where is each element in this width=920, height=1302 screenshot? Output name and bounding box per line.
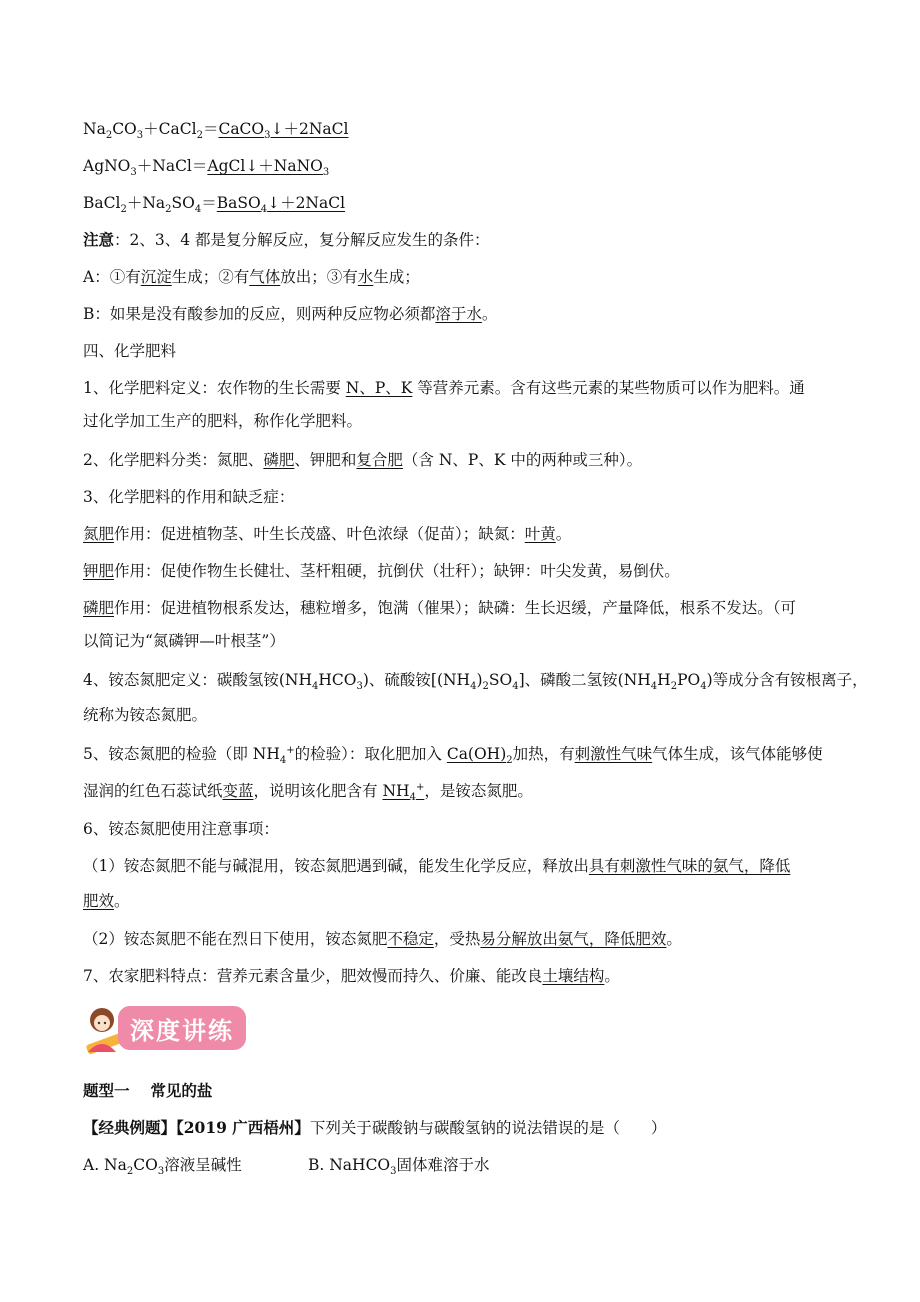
- point-1-cont: 过化学加工生产的肥料，称作化学肥料。: [83, 412, 363, 430]
- point-2: 2、化学肥料分类：氮肥、磷肥、钾肥和复合肥（含 N、P、K 中的两种或三种）。: [83, 451, 643, 469]
- point-7: 7、农家肥料特点：营养元素含量少，肥效慢而持久、价廉、能改良土壤结构。: [83, 967, 620, 985]
- point-4: 4、铵态氮肥定义：碳酸氢铵$(NH_4HCO_3)$、硫酸铵$[(NH_4)_2SO_4]$、磷酸二氢铵$(NH_4H_2PO_4)$等成分含有铵根离子，: [83, 671, 868, 693]
- option-b: B. NaHCO$_3$固体难溶于水: [308, 1156, 490, 1178]
- point-5-cont: 湿润的红色石蕊试纸变蓝，说明该化肥含有 $NH_4^+$，是铵态氮肥。: [83, 781, 533, 804]
- note-a: A：①有沉淀生成；②有气体放出；③有水生成；: [83, 268, 420, 286]
- point-6-2: （2）铵态氮肥不能在烈日下使用，铵态氮肥不稳定，受热易分解放出氨气，降低肥效。: [83, 930, 682, 948]
- point-3: 3、化学肥料的作用和缺乏症：: [83, 488, 295, 506]
- potassium-fertilizer: 钾肥作用：促使作物生长健壮、茎杆粗硬，抗倒伏（壮秆）；缺钾：叶尖发黄，易倒伏。: [83, 562, 680, 580]
- question-type: 题型一 常见的盐: [83, 1081, 213, 1100]
- option-a: A. $Na_2CO_3$溶液呈碱性: [83, 1156, 242, 1178]
- phosphorus-fertilizer-cont: 以简记为“氮磷钾—叶根茎”）: [83, 632, 285, 650]
- section-heading: 四、化学肥料: [83, 342, 177, 360]
- section-banner: [80, 1000, 250, 1062]
- point-6-1: （1）铵态氮肥不能与碱混用，铵态氮肥遇到碱，能发生化学反应，释放出具有刺激性气味的氨气，降低: [83, 857, 791, 875]
- point-5: 5、铵态氮肥的检验（即 $NH_4^+$的检验）：取化肥加入 $Ca(OH)_2$加热，有刺激性气味气体生成，该气体能够使: [83, 744, 823, 767]
- point-6: 6、铵态氮肥使用注意事项：: [83, 820, 279, 838]
- point-1: 1、化学肥料定义：农作物的生长需要 N、P、K 等营养元素。含有这些元素的某些物质可以作为肥料。通: [83, 379, 805, 397]
- note-line: 注意：2、3、4 都是复分解反应，复分解反应发生的条件：: [83, 230, 490, 249]
- point-6-1-cont: 肥效。: [83, 892, 130, 910]
- equation-2: AgNO$_3$＋NaCl＝AgCl↓＋NaNO$_3$: [83, 157, 330, 179]
- phosphorus-fertilizer: 磷肥作用：促进植物根系发达，穗粒增多，饱满（催果）；缺磷：生长迟缓，产量降低，根系不发达。（可: [83, 599, 797, 617]
- point-4-cont: 统称为铵态氮肥。: [83, 706, 208, 724]
- example-question: 【经典例题】【2019 广西梧州】下列关于碳酸钠与碳酸氢钠的说法错误的是（ ）: [83, 1118, 667, 1137]
- equation-3: $BaCl_2+Na_2SO_4=BaSO_4↓+2NaCl$: [83, 194, 346, 216]
- banner-title: 深度讲练: [118, 1006, 246, 1050]
- equation-1: $Na_2CO_3+CaCl_2=CaCO_3↓+2NaCl$: [83, 120, 349, 142]
- note-b: B：如果是没有酸参加的反应，则两种反应物必须都溶于水。: [83, 305, 498, 323]
- nitrogen-fertilizer: 氮肥作用：促进植物茎、叶生长茂盛、叶色浓绿（促苗）；缺氮：叶黄。: [83, 525, 572, 543]
